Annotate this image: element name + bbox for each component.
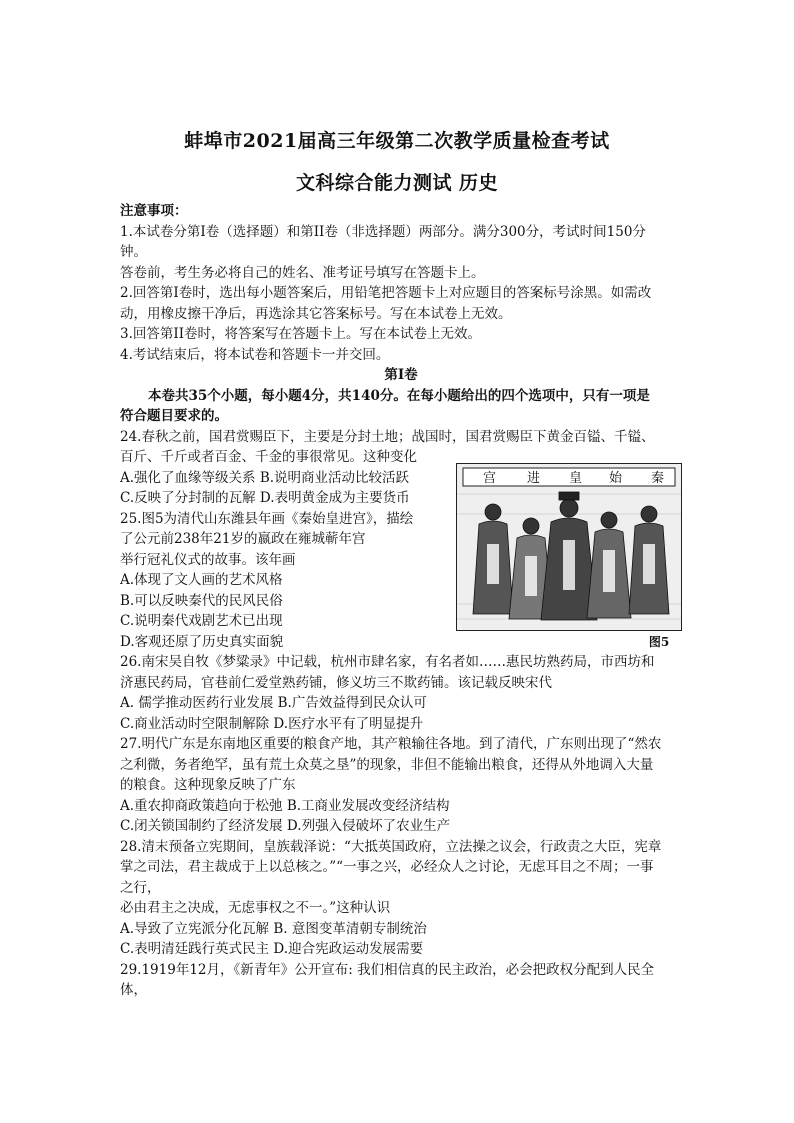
- section-intro: 本卷共35个小题，每小题4分，共140分。在每小题给出的四个选项中，只有一项是: [148, 387, 650, 404]
- section-title: 第I卷: [384, 367, 418, 383]
- banner-char: 始: [609, 471, 623, 486]
- question-text: 之行，: [120, 879, 161, 896]
- option-d: D.客观还原了历史真实面貌: [120, 633, 284, 650]
- note-line: 1.本试卷分第I卷（选择题）和第II卷（非选择题）两部分。满分300分，考试时间150分: [120, 223, 646, 240]
- question-options: A.强化了血缘等级关系 B.说明商业活动比较活跃: [120, 469, 410, 486]
- question-text: 29.1919年12月，《新青年》公开宣布: 我们相信真的民主政治，必会把政权分配到人民全: [120, 961, 655, 978]
- option-a: A.体现了文人画的艺术风格: [120, 572, 283, 588]
- note-line: 答卷前，考生务必将自己的姓名、准考证号填写在答题卡上。: [120, 264, 485, 281]
- notes-heading: 注意事项：: [120, 203, 188, 219]
- question-29: [120, 960, 682, 1001]
- question-text: 掌之司法，君主裁成于上以总核之。”“一事之兴，必经众人之讨论，无虑耳目之不周；一事: [120, 859, 654, 875]
- banner-char: 宫: [483, 471, 497, 486]
- question-options: A.导致了立宪派分化瓦解 B. 意图变革清朝专制统治: [120, 920, 427, 937]
- exam-subtitle: 文科综合能力测试 历史: [295, 172, 499, 194]
- banner-char: 皇: [569, 471, 583, 486]
- banner-char: 秦: [651, 471, 665, 486]
- question-text: 24.春秋之前，国君赏赐臣下，主要是分封土地；战国时，国君赏赐臣下黄金百镒、千镒、: [120, 428, 655, 445]
- question-text: 26.南宋吴自牧《梦粱录》中记载，杭州市肆名家，有名者如……惠民坊熟药局，市西坊和: [120, 654, 655, 670]
- exam-title: 蚌埠市2021届高三年级第二次教学质量检查考试: [184, 130, 610, 152]
- question-text: 体，: [120, 982, 147, 998]
- question-text: 必由君主之决成，无虑事权之不一。”这种认识: [120, 900, 391, 916]
- question-text: 的粮食。这种现象反映了广东: [120, 777, 296, 793]
- question-text: 之利微，务者绝罕，虽有荒土众莫之垦”的现象，非但不能输出粮食，还得从外地调入大量: [120, 756, 654, 773]
- question-options: C.表明清廷践行英式民主 D.迎合宪政运动发展需要: [120, 941, 424, 957]
- banner-char: 进: [527, 471, 541, 486]
- question-options: C.反映了分封制的瓦解 D.表明黄金成为主要货币: [120, 490, 410, 506]
- woodblock-illustration: [457, 464, 681, 630]
- question-text: 了公元前238年21岁的嬴政在雍城蕲年宫: [120, 531, 366, 547]
- note-line: 钟。: [120, 244, 147, 260]
- note-line: 2.回答第I卷时，选出每小题答案后，用铅笔把答题卡上对应题目的答案标号涂黑。如需改: [120, 285, 652, 301]
- option-c: C.说明秦代戏剧艺术已出现: [120, 613, 283, 629]
- question-options: A. 儒学推动医药行业发展 B.广告效益得到民众认可: [120, 695, 427, 711]
- question-options: C.商业活动时空限制解除 D.医疗水平有了明显提升: [120, 715, 424, 732]
- figure-5-woodblock-print: [456, 463, 682, 631]
- figure-caption: [456, 634, 766, 650]
- question-text: 27.明代广东是东南地区重要的粮食产地，其产粮输往各地。到了清代，广东则出现了“然农: [120, 736, 662, 752]
- question-text: 济惠民药局，官巷前仁爱堂熟药铺，修义坊三不欺药铺。该记载反映宋代: [120, 674, 552, 691]
- question-text: 28.清末预备立宪期间，皇族载泽说：“大抵英国政府，立法操之议会，行政责之大臣，宪章: [120, 838, 662, 855]
- note-line: 动，用橡皮擦干净后，再选涂其它答案标号。写在本试卷上无效。: [120, 305, 512, 322]
- section-intro: 符合题目要求的。: [120, 408, 228, 424]
- option-b: B.可以反映秦代的民风民俗: [120, 592, 283, 609]
- figure-caption-text: 图5: [648, 635, 670, 649]
- question-options: C.闭关锁国制约了经济发展 D.列强入侵破坏了农业生产: [120, 818, 451, 834]
- question-27: [120, 734, 682, 837]
- question-28: [120, 837, 682, 960]
- question-text: 举行冠礼仪式的故事。该年画: [120, 551, 296, 568]
- note-line: 3.回答第II卷时，将答案写在答题卡上。写在本试卷上无效。: [120, 326, 482, 342]
- question-text: 25.图5为清代山东潍县年画《秦始皇进宫》，描绘: [120, 510, 414, 527]
- question-26: [120, 652, 682, 734]
- question-options: A.重农抑商政策趋向于松弛 B.工商业发展改变经济结构: [120, 797, 450, 814]
- note-line: 4.考试结束后，将本试卷和答题卡一并交回。: [120, 346, 390, 363]
- question-text: 百斤、千斤或者百金、千金的事很常见。这种变化: [120, 449, 417, 465]
